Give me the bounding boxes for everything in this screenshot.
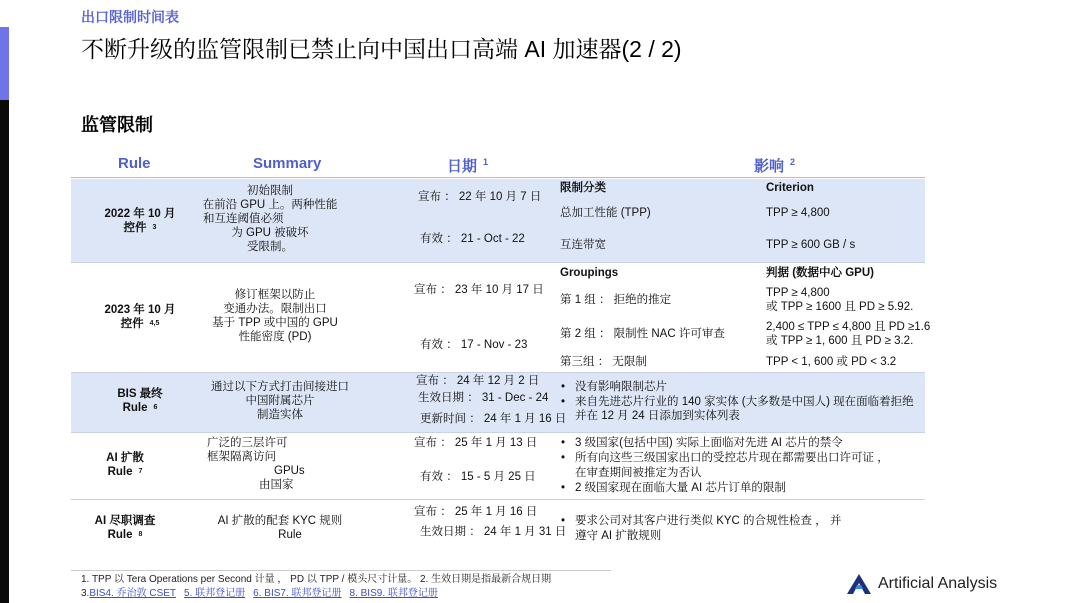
announced-date: 宣布 ： 22 年 10 月 7 日 (418, 191, 542, 203)
impact-item: 互连带宽 (560, 239, 606, 251)
impact-bullet: • 来自先进芯片行业的 140 家实体 (大多数是中国人) 现在面临着拒绝并在 12 月 24 日添加到实体列表 (575, 395, 920, 423)
impact-bullet-continued: 遵守 AI 扩散规则 (575, 530, 662, 542)
header-rule: Rule (118, 155, 151, 172)
effective-date: 有效 ： 15 - 5 月 25 日 (420, 471, 536, 483)
brand-logo (846, 573, 997, 595)
footnote-sources: 3.BIS4. 乔治敦 CSET 5. 联邦登记册 6. BIS7. 联邦登记册 8. BIS9. 联邦登记册 (81, 588, 438, 599)
kicker: 出口限制时间表 (81, 9, 179, 25)
header-date: 日期 $^1$ (447, 157, 489, 175)
criterion-value: TPP ≥ 4,800 (766, 207, 830, 219)
effective-date: 生效日期 ： 31 - Dec - 24 (418, 392, 549, 404)
group-2: 第 2 组 ： 限制性 NAC 许可审查 (560, 328, 725, 340)
impact-heading: Groupings (560, 267, 619, 279)
left-accent-bar (0, 27, 9, 100)
header-summary: Summary (253, 155, 322, 172)
header-impact: 影响 $^2$ (754, 157, 796, 175)
rule-cell: BIS 最终 Rule $^6$ (117, 388, 163, 414)
source-link[interactable]: 6. BIS7. 联邦登记册 (253, 588, 342, 599)
impact-item: 总加工性能 (TPP) (560, 207, 651, 219)
header-divider (71, 177, 925, 178)
updated-date: 更新时间 ： 24 年 1 月 16 日 (420, 413, 567, 425)
brand-name: Artificial Analysis (878, 575, 998, 592)
rule-cell: AI 扩散 Rule $^7$ (106, 452, 144, 478)
source-link[interactable]: BIS4. 乔治敦 CSET (89, 588, 177, 599)
summary-cell: 通过以下方式打击间接进口 中国附属芯片 制造实体 (211, 381, 349, 421)
impact-bullet: • 3 级国家(包括中国) 实际上面临对先进 AI 芯片的禁令 (575, 436, 843, 450)
criterion-heading: 判据 (数据中心 GPU) (766, 267, 874, 279)
impact-bullet: • 所有向这些三级国家出口的受控芯片现在都需要出口许可证 ， (575, 451, 889, 465)
row-separator (71, 432, 925, 433)
summary-cell: AI 扩散的配套 KYC 规则 Rule (217, 515, 343, 541)
group-3: 第三组 ： 无限制 (560, 356, 647, 368)
announced-date: 宣布 ： 23 年 10 月 17 日 (414, 284, 544, 296)
summary-cell: 广泛的三层许可 框架隔离访问 GPUs 由国家 (207, 437, 305, 491)
source-link[interactable]: 5. 联邦登记册 (184, 588, 246, 599)
section-heading: 监管限制 (81, 115, 153, 135)
summary-cell: 修订框架以防止 变通办法。限制出口 基于 TPP 或中国的 GPU 性能密度 (PD) (212, 289, 338, 343)
rule-cell: AI 尽职调查 Rule $^8$ (94, 515, 156, 541)
criterion-heading: Criterion (766, 182, 814, 194)
row-separator (71, 372, 925, 373)
effective-date: 有效 ： 21 - Oct - 22 (420, 233, 525, 245)
announced-date: 宣布 ： 25 年 1 月 16 日 (414, 506, 538, 518)
impact-heading: 限制分类 (560, 182, 606, 194)
announced-date: 宣布 ： 24 年 12 月 2 日 (416, 375, 540, 387)
row-separator (71, 499, 925, 500)
impact-bullet: • 要求公司对其客户进行类似 KYC 的合规性检查 ， 并 (575, 514, 841, 528)
group-1-criterion: TPP ≥ 4,800 或 TPP ≥ 1600 且 PD ≥ 5.92. (766, 287, 914, 313)
row-separator (71, 262, 925, 263)
footnote-line-1: 1. TPP 以 Tera Operations per Second 计量 ， PD 以 TPP / 模头尺寸计量。 2. 生效日期是指最新合规日期 (81, 574, 552, 585)
rule-cell: 2023 年 10 月 控件 $^{4,5}$ (104, 304, 176, 330)
impact-bullet: • 2 级国家现在面临大量 AI 芯片订单的限制 (575, 481, 786, 495)
criterion-value: TPP ≥ 600 GB / s (766, 239, 856, 251)
effective-date: 有效 ： 17 - Nov - 23 (420, 339, 528, 351)
impact-bullet-continued: 在审查期间被推定为否认 (575, 467, 702, 479)
page-title: 不断升级的监管限制已禁止向中国出口高端 AI 加速器(2 / 2) (81, 36, 682, 62)
rule-cell: 2022 年 10 月 控件 $^3$ (104, 208, 176, 234)
group-1: 第 1 组 ： 拒绝的推定 (560, 294, 672, 306)
triangle-logo-icon (846, 573, 872, 595)
group-3-criterion: TPP < 1, 600 或 PD < 3.2 (766, 356, 897, 368)
announced-date: 宣布 ： 25 年 1 月 13 日 (414, 437, 538, 449)
group-2-criterion: 2,400 ≤ TPP ≤ 4,800 且 PD ≥1.6 或 TPP ≥ 1, 600 且 PD ≥ 3.2. (766, 321, 931, 347)
source-link[interactable]: 8. BIS9. 联邦登记册 (349, 588, 438, 599)
impact-bullet: • 没有影响限制芯片 (575, 380, 667, 394)
left-dark-bar (0, 100, 9, 603)
effective-date: 生效日期 ： 24 年 1 月 31 日 (420, 526, 567, 538)
summary-cell: 初始限制 在前沿 GPU 上。两种性能 和互连阈值必须 为 GPU 被破坏 受限制。 (202, 185, 338, 253)
